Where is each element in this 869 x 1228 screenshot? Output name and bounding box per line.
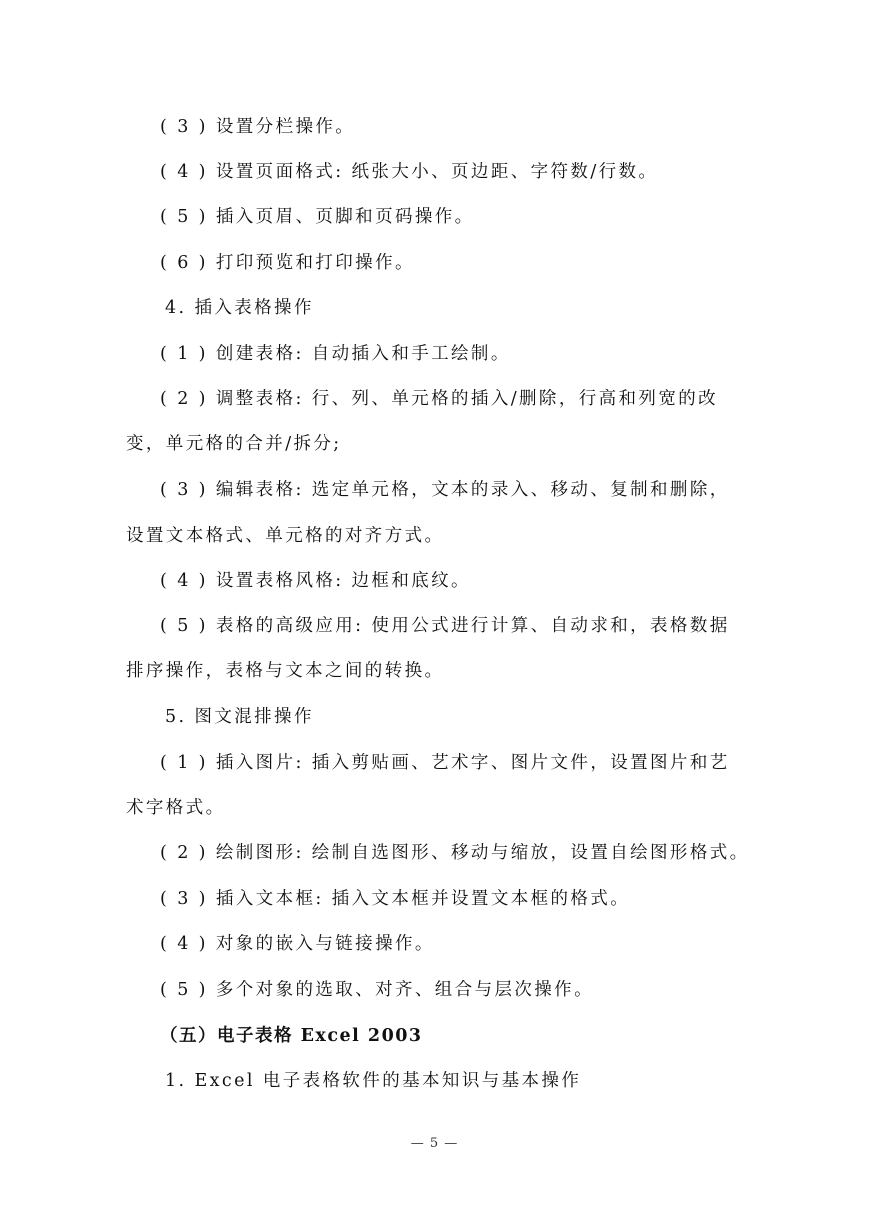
list-item: ( 5 ) 表格的高级应用: 使用公式进行计算、自动求和，表格数据 — [160, 616, 730, 636]
list-item: ( 3 ) 编辑表格: 选定单元格，文本的录入、移动、复制和删除， — [160, 480, 730, 500]
list-item: ( 1 ) 创建表格: 自动插入和手工绘制。 — [160, 344, 511, 364]
list-item: ( 3 ) 插入文本框: 插入文本框并设置文本框的格式。 — [160, 889, 631, 909]
list-item-continuation: 术字格式。 — [126, 798, 226, 818]
list-item-continuation: 设置文本格式、单元格的对齐方式。 — [126, 526, 445, 546]
section-heading: 1. Excel 电子表格软件的基本知识与基本操作 — [165, 1071, 582, 1091]
list-item: ( 6 ) 打印预览和打印操作。 — [160, 253, 415, 273]
section-heading: 5. 图文混排操作 — [165, 707, 314, 727]
list-item: ( 3 ) 设置分栏操作。 — [160, 117, 356, 137]
list-item: ( 5 ) 插入页眉、页脚和页码操作。 — [160, 207, 475, 227]
list-item-continuation: 变，单元格的合并/拆分; — [126, 434, 342, 454]
list-item: ( 2 ) 调整表格: 行、列、单元格的插入/删除，行高和列宽的改 — [160, 389, 719, 409]
list-item: ( 4 ) 设置表格风格: 边框和底纹。 — [160, 571, 471, 591]
list-item: ( 4 ) 设置页面格式: 纸张大小、页边距、字符数/行数。 — [160, 162, 659, 182]
list-item: ( 1 ) 插入图片: 插入剪贴画、艺术字、图片文件，设置图片和艺 — [160, 753, 730, 773]
page-number: — 5 — — [410, 1136, 459, 1151]
list-item: ( 4 ) 对象的嵌入与链接操作。 — [160, 934, 435, 954]
list-item: ( 2 ) 绘制图形: 绘制自选图形、移动与缩放，设置自绘图形格式。 — [160, 843, 750, 863]
chapter-heading: （五）电子表格 Excel 2003 — [160, 1026, 423, 1046]
section-heading: 4. 插入表格操作 — [165, 298, 314, 318]
list-item-continuation: 排序操作，表格与文本之间的转换。 — [126, 661, 445, 681]
list-item: ( 5 ) 多个对象的选取、对齐、组合与层次操作。 — [160, 980, 594, 1000]
